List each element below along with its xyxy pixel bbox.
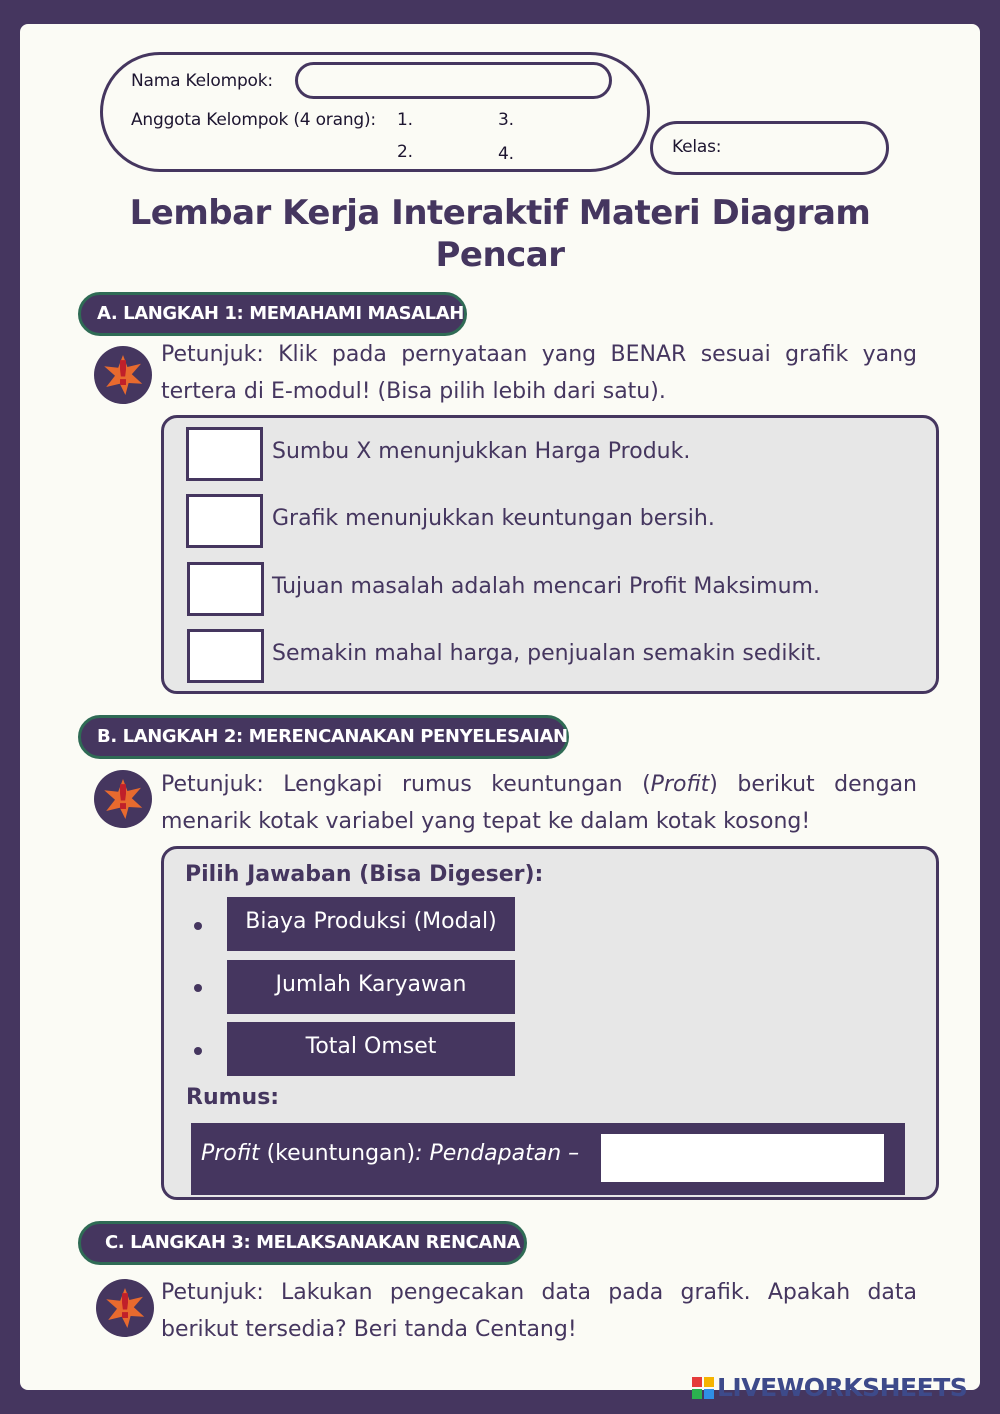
statement-text: Grafik menunjukkan keuntungan bersih. (272, 506, 715, 531)
section-b-instruction (161, 766, 917, 840)
formula-text (201, 1141, 579, 1166)
formula-profit: Profit (201, 1141, 260, 1166)
statement-checkbox[interactable] (187, 562, 264, 616)
member-number-2: 2. (397, 142, 413, 162)
formula-bar (191, 1123, 905, 1195)
bullet-dot (194, 984, 202, 992)
statement-option[interactable] (186, 629, 906, 683)
member-number-4: 4. (498, 144, 514, 164)
instruction-text-pre: Petunjuk: Lengkapi rumus keuntungan ( (161, 772, 651, 797)
section-a-instruction: Petunjuk: Klik pada pernyataan yang BENAR sesuai grafik yang tertera di E-modul! (Bisa pilih lebih dari satu). (161, 342, 917, 404)
answer-panel (161, 846, 939, 1200)
section-c-instruction: Petunjuk: Lakukan pengecakan data pada grafik. Apakah data berikut tersedia? Beri tanda Centang! (161, 1280, 917, 1342)
liveworksheets-brand-text: LIVEWORKSHEETS (717, 1373, 968, 1402)
member-number-1: 1. (397, 110, 413, 130)
drag-choice-jumlah-karyawan[interactable]: Jumlah Karyawan (227, 960, 515, 1014)
statement-checkbox[interactable] (186, 494, 263, 548)
statement-option[interactable] (186, 562, 906, 616)
drag-choice-biaya-produksi[interactable]: Biaya Produksi (Modal) (227, 897, 515, 951)
statement-panel (161, 415, 939, 694)
section-b-heading: B. LANGKAH 2: MERENCANAKAN PENYELESAIAN (78, 715, 569, 759)
warning-icon (94, 770, 152, 828)
group-name-input[interactable] (295, 62, 612, 99)
section-c-heading: C. LANGKAH 3: MELAKSANAKAN RENCANA (78, 1221, 527, 1265)
liveworksheets-blocks-icon (692, 1377, 714, 1399)
formula-pendapatan: : Pendapatan – (415, 1141, 580, 1166)
worksheet-page (20, 24, 980, 1390)
warning-icon (94, 346, 152, 404)
liveworksheets-logo (692, 1373, 967, 1402)
statement-text: Sumbu X menunjukkan Harga Produk. (272, 439, 691, 464)
warning-icon (96, 1279, 154, 1337)
page-title-line1: Lembar Kerja Interaktif Materi Diagram (129, 193, 871, 233)
bullet-dot (194, 922, 202, 930)
group-name-label: Nama Kelompok: (131, 71, 273, 91)
members-label: Anggota Kelompok (4 orang): (131, 110, 376, 130)
formula-keuntungan: (keuntungan) (259, 1141, 416, 1166)
member-number-3: 3. (498, 110, 514, 130)
exclamation-glyph: ! (115, 354, 131, 394)
statement-text: Tujuan masalah adalah mencari Profit Maksimum. (272, 574, 820, 599)
choices-heading: Pilih Jawaban (Bisa Digeser): (185, 862, 544, 887)
instruction-text-post: ) berikut dengan menarik kotak variabel yang tepat ke dalam kotak kosong! (161, 772, 917, 834)
exclamation-glyph: ! (115, 778, 131, 818)
section-a-heading: A. LANGKAH 1: MEMAHAMI MASALAH (78, 292, 467, 336)
page-title (20, 192, 980, 276)
instruction-text-profit: Profit (650, 772, 710, 797)
exclamation-glyph: ! (117, 1287, 133, 1327)
statement-option[interactable] (186, 427, 906, 481)
statement-checkbox[interactable] (186, 427, 263, 481)
statement-text: Semakin mahal harga, penjualan semakin sedikit. (272, 641, 822, 666)
page-title-line2: Pencar (435, 235, 565, 275)
class-label: Kelas: (672, 137, 722, 157)
statement-option[interactable] (186, 494, 906, 548)
statement-checkbox[interactable] (187, 629, 264, 683)
drag-choice-total-omset[interactable]: Total Omset (227, 1022, 515, 1076)
formula-drop-target[interactable] (601, 1134, 884, 1182)
formula-heading: Rumus: (186, 1085, 280, 1110)
bullet-dot (194, 1047, 202, 1055)
